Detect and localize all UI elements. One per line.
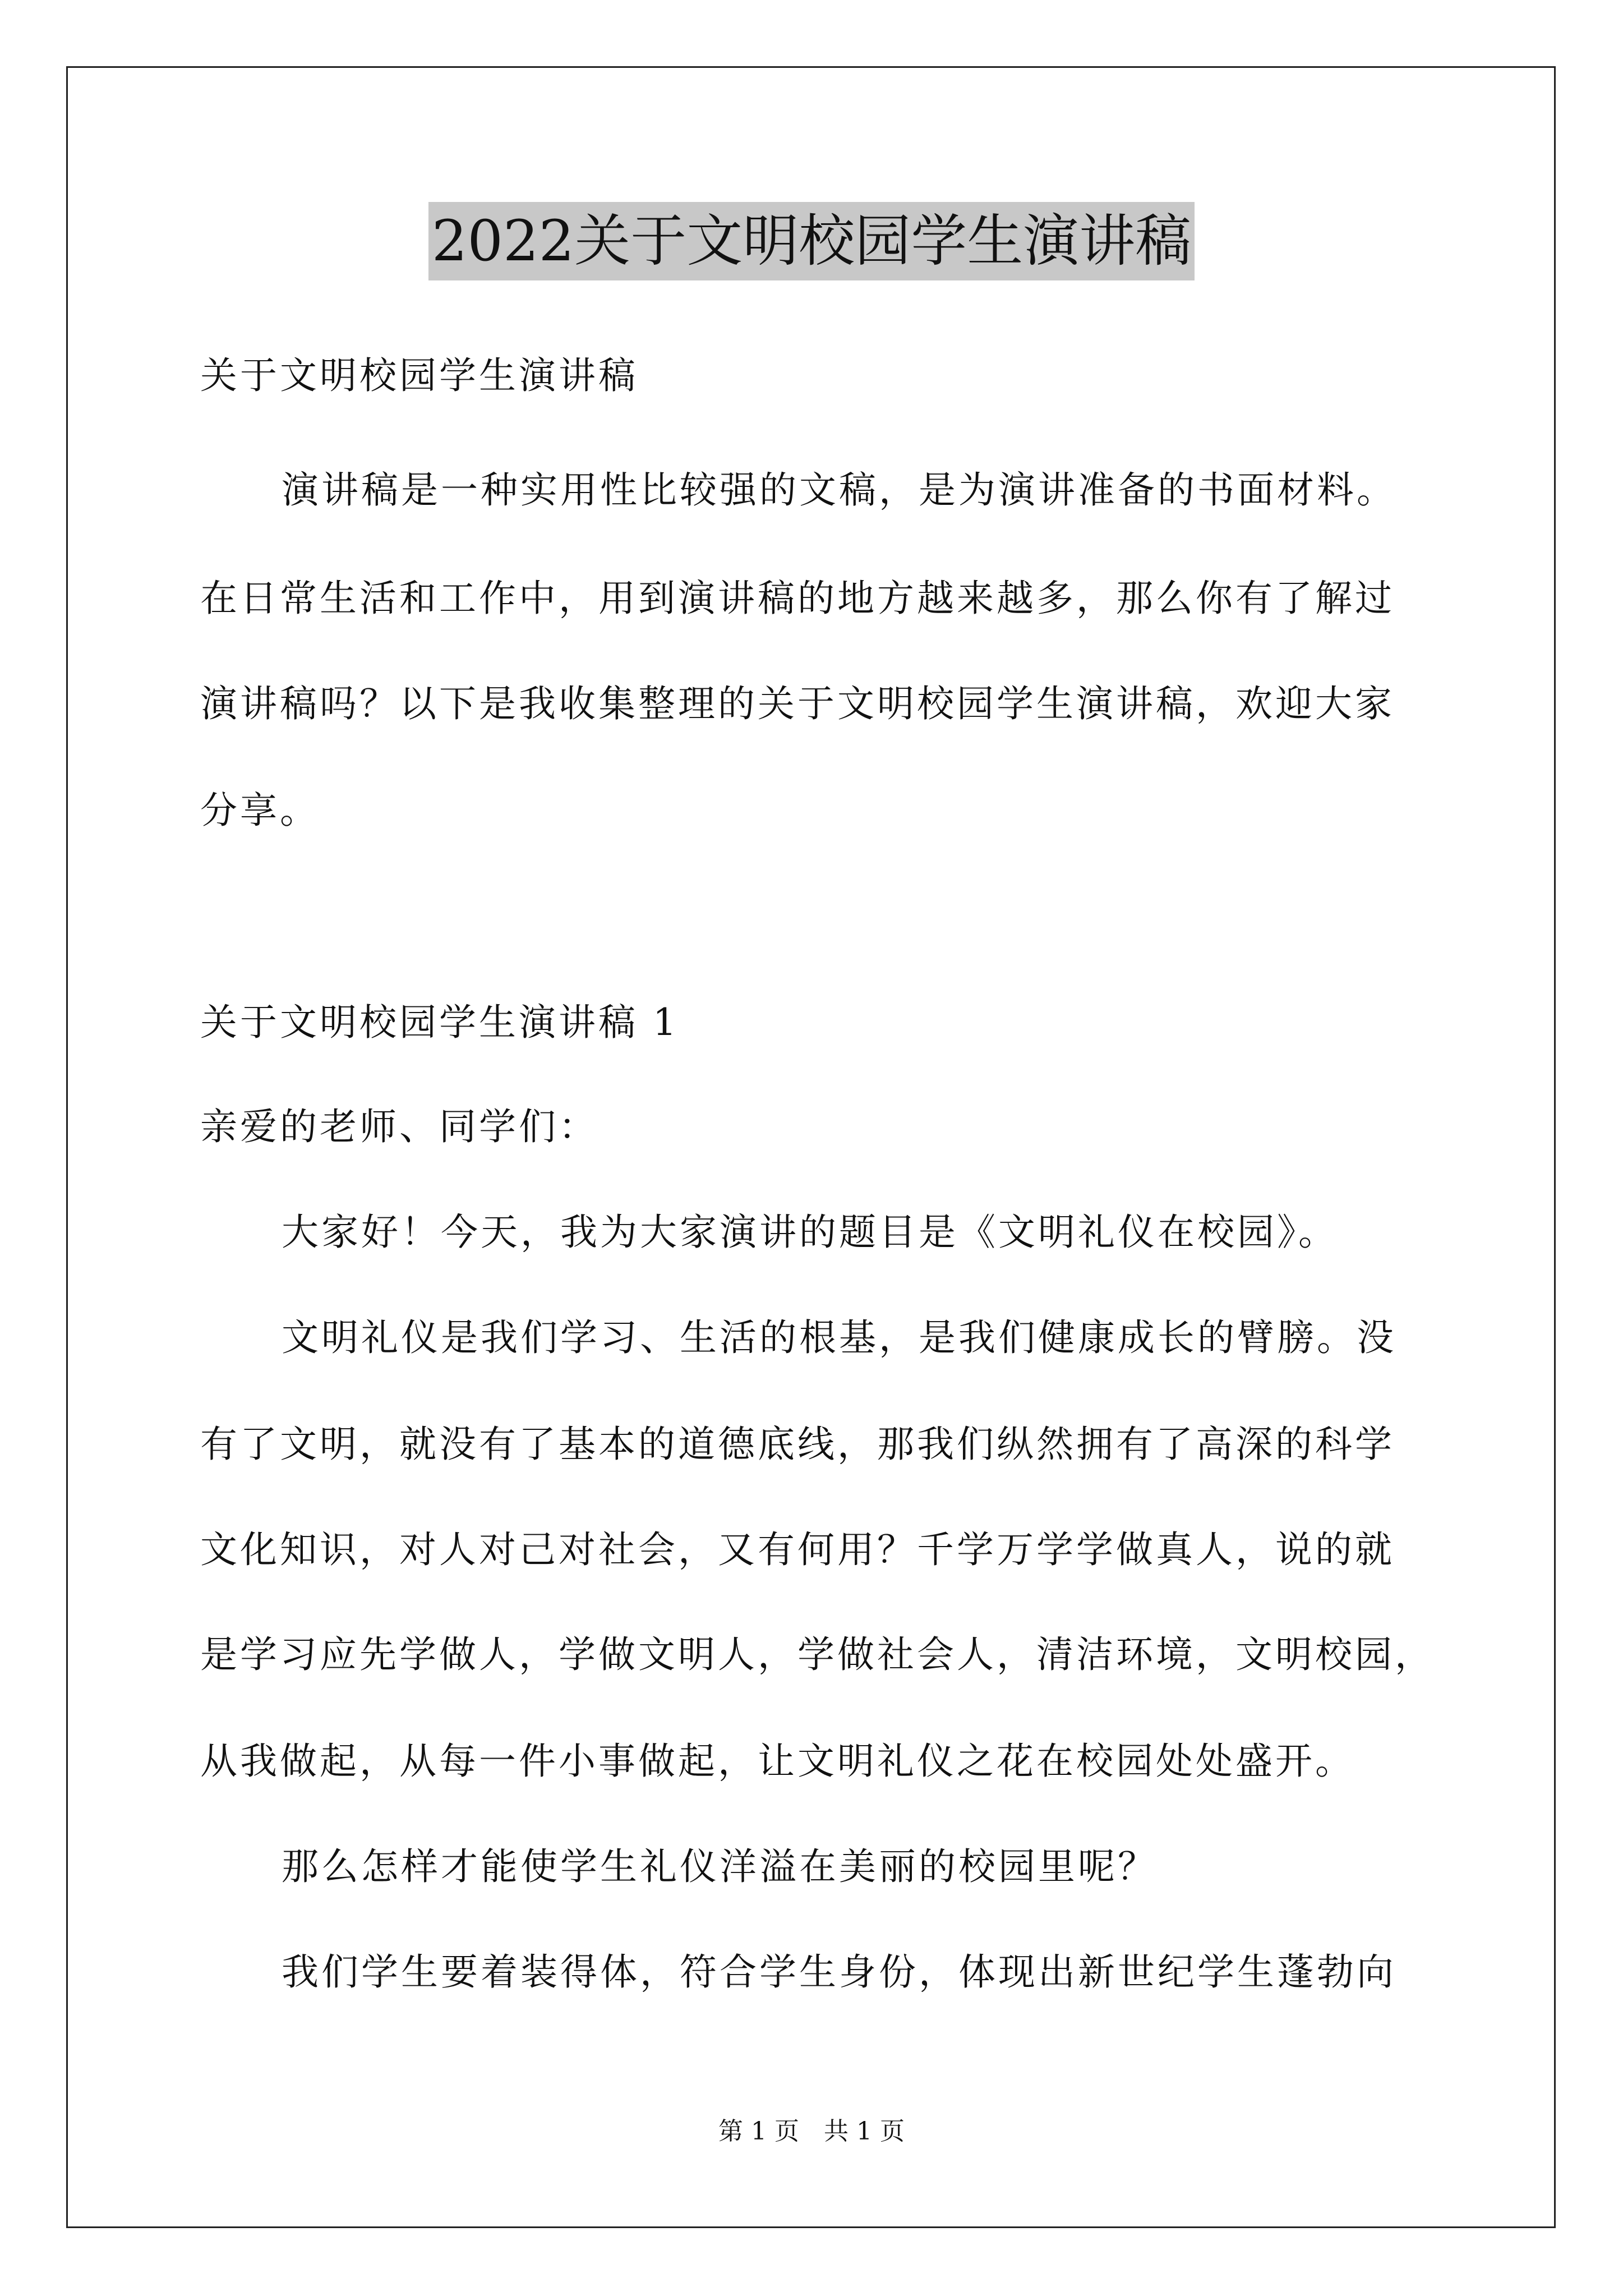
body-line-6: 从我做起，从每一件小事做起，让文明礼仪之花在校园处处盛开。 <box>200 1740 1355 1783</box>
intro-line-3: 演讲稿吗？以下是我收集整理的关于文明校园学生演讲稿，欢迎大家 <box>200 682 1395 725</box>
subtitle: 关于文明校园学生演讲稿 <box>200 354 638 397</box>
body-line-5: 是学习应先学做人，学做文明人，学做社会人，清洁环境，文明校园， <box>200 1633 1435 1676</box>
intro-line-2: 在日常生活和工作中，用到演讲稿的地方越来越多，那么你有了解过 <box>200 577 1395 620</box>
page-total: 共 1 页 <box>824 2117 905 2146</box>
document-title: 2022关于文明校园学生演讲稿 <box>428 202 1195 280</box>
greeting: 亲爱的老师、同学们： <box>200 1105 598 1148</box>
page-footer <box>0 2115 1623 2148</box>
title-container <box>0 202 1623 280</box>
intro-line-4: 分享。 <box>200 789 320 832</box>
body-line-1: 大家好！今天，我为大家演讲的题目是《文明礼仪在校园》。 <box>282 1211 1338 1254</box>
body-line-8: 我们学生要着装得体，符合学生身份，体现出新世纪学生蓬勃向 <box>282 1950 1396 1994</box>
body-line-2: 文明礼仪是我们学习、生活的根基，是我们健康成长的臂膀。没 <box>282 1316 1396 1359</box>
intro-line-1: 演讲稿是一种实用性比较强的文稿，是为演讲准备的书面材料。 <box>282 468 1396 512</box>
body-line-7: 那么怎样才能使学生礼仪洋溢在美丽的校园里呢？ <box>282 1845 1158 1888</box>
body-line-4: 文化知识，对人对己对社会，又有何用？千学万学学做真人，说的就 <box>200 1528 1395 1571</box>
page-number: 第 1 页 <box>718 2117 799 2146</box>
body-line-3: 有了文明，就没有了基本的道德底线，那我们纵然拥有了高深的科学 <box>200 1423 1395 1466</box>
section-heading: 关于文明校园学生演讲稿 1 <box>200 1001 679 1044</box>
